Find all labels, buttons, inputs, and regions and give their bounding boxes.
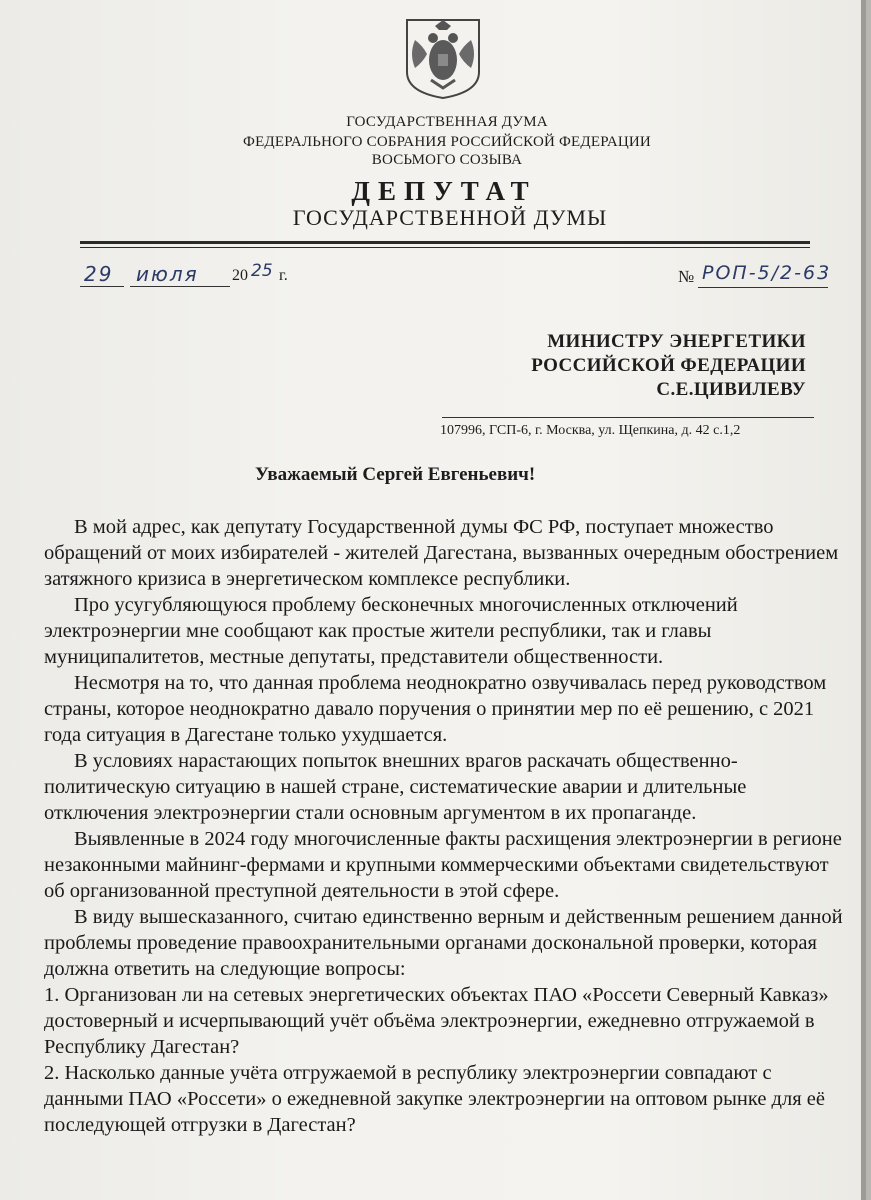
paragraph-3: Несмотря на то, что данная проблема неоднократно озвучивалась перед руководством страны, которое неоднократно давало поручения о принятии мер по её решению, с 2021 года ситуация в Дагестане только ухудшается. — [44, 672, 827, 746]
date-month-line — [130, 286, 230, 287]
org-line-3: ВОСЬМОГО СОЗЫВА — [371, 152, 523, 168]
reference-line — [698, 287, 828, 288]
page-edge-shadow — [861, 0, 866, 1200]
letterhead-rule-thick — [80, 241, 810, 244]
paragraph-2: Про усугубляющуюся проблему бесконечных многочисленных отключений электроэнергии мне сообщают как простые жители республики, так и главы муниципалитетов, местные депутаты, представители общественности. — [44, 594, 738, 668]
reference-number: РОП-5/2-63 — [702, 262, 832, 284]
letterhead-rule-thin — [80, 247, 810, 248]
date-month: июля — [136, 262, 199, 286]
question-2: 2. Насколько данные учёта отгружаемой в республику электроэнергии совпадают с данными ПАО «Россети» о ежедневной закупке электроэнергии на оптовом рынке для её последующей отгрузки в Дагестан? — [44, 1062, 825, 1136]
paragraph-1: В мой адрес, как депутату Государственной думы ФС РФ, поступает множество обращений от моих избирателей - жителей Дагестана, вызванных очередным обострением затяжного кризиса в энергетическом комплексе республики. — [44, 516, 839, 590]
date-year-suffix: 25 — [251, 261, 273, 281]
letter-body — [44, 514, 844, 1138]
org-line-2: ФЕДЕРАЛЬНОГО СОБРАНИЯ РОССИЙСКОЙ ФЕДЕРАЦИИ — [243, 134, 651, 150]
paragraph-6: В виду вышесказанного, считаю единственно верным и действенным решением данной проблемы проведение правоохранительными органами доскональной проверки, которая должна ответить на следующие вопросы: — [44, 906, 843, 980]
paragraph-5: Выявленные в 2024 году многочисленные факты расхищения электроэнергии в регионе незаконными майнинг-фермами и крупными коммерческими объектами свидетельствуют об организованной преступной деятельности в этой сфере. — [44, 828, 842, 902]
addressee-line-2: РОССИЙСКОЙ ФЕДЕРАЦИИ — [531, 355, 806, 376]
letterhead-title: ДЕПУТАТ — [351, 176, 537, 206]
date-year-unit: г. — [279, 267, 288, 284]
addressee-line-3: С.Е.ЦИВИЛЕВУ — [656, 379, 806, 400]
date-year-prefix: 20 — [232, 267, 248, 284]
org-line-1: ГОСУДАРСТВЕННАЯ ДУМА — [346, 114, 548, 130]
addressee-block — [531, 330, 806, 402]
paragraph-4: В условиях нарастающих попыток внешних врагов раскачать общественно-политическую ситуацию в нашей стране, систематические аварии и длительные отключения электроэнергии стали основным аргументом в их пропаганде. — [44, 750, 747, 824]
date-day-line — [80, 286, 124, 287]
question-1: 1. Организован ли на сетевых энергетических объектах ПАО «Россети Северный Кавказ» достоверный и исчерпывающий учёт объёма электроэнергии, ежедневно отгружаемой в Республику Дагестан? — [44, 984, 829, 1058]
state-emblem-icon — [401, 14, 485, 100]
addressee-line-1: МИНИСТРУ ЭНЕРГЕТИКИ — [547, 331, 806, 352]
letterhead-subtitle: ГОСУДАРСТВЕННОЙ ДУМЫ — [292, 205, 608, 230]
reference-prefix: № — [678, 267, 695, 286]
addressee-address: 107996, ГСП-6, г. Москва, ул. Щепкина, д. 42 с.1,2 — [440, 423, 741, 438]
addressee-rule — [442, 417, 814, 418]
date-day: 29 — [84, 262, 114, 286]
greeting: Уважаемый Сергей Евгеньевич! — [255, 464, 536, 485]
